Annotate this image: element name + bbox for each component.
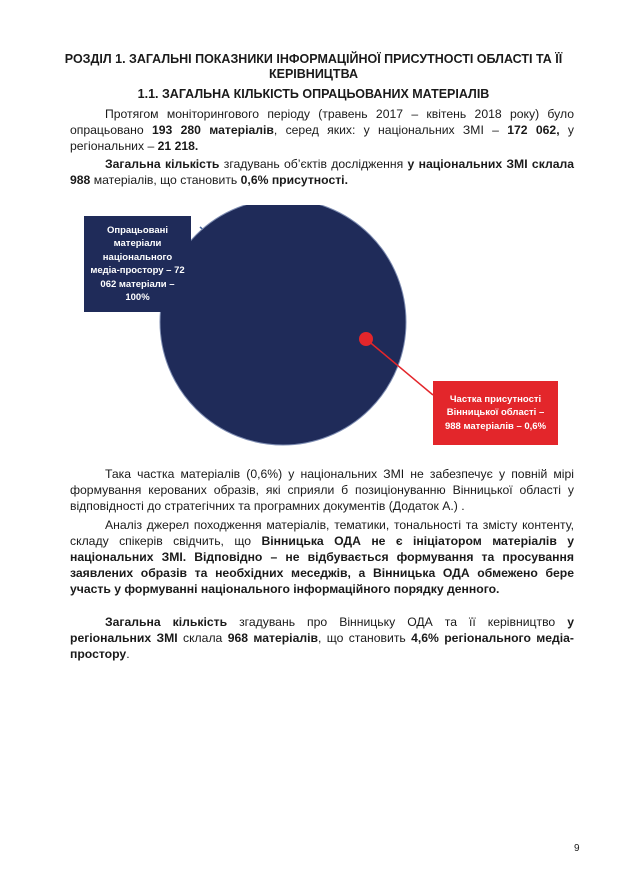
text-run: Протягом моніторингового періоду (травень 2017 – квітень 2018 року) було опрацьовано [70, 107, 574, 137]
text-run: . [126, 647, 130, 661]
paragraph-processed-total [70, 106, 574, 154]
pie-label-region: Частка присутності Вінницької області – 988 матеріалів – 0,6% [433, 381, 558, 445]
bold-run: Загальна кількість [105, 615, 228, 629]
bold-run: 4,6% регіонального медіа-простору [70, 631, 574, 661]
pie-label-national: Опрацьовані матеріали національного медіа-простору – 72 062 матеріали – 100% [84, 216, 191, 312]
paragraph-sources-analysis [70, 517, 574, 597]
paragraph-regional-mentions [70, 614, 574, 662]
bold-run: 0,6% присутності. [240, 173, 348, 187]
bold-run: у національних ЗМІ склала 988 [70, 157, 574, 187]
text-run: Така частка матеріалів (0,6%) у національних ЗМІ не забезпечує у повній мірі формування керованих образів, які сприяли б позиціонуванню Вінницької області у відповідності до стратегічних та програмних документів (Додаток А.) . [70, 467, 574, 513]
subsection-title: 1.1. ЗАГАЛЬНА КІЛЬКІСТЬ ОПРАЦЬОВАНИХ МАТЕРІАЛІВ [137, 87, 490, 101]
paragraph-national-mentions [70, 156, 574, 188]
paragraph-share-analysis [70, 466, 574, 514]
text-run: Аналіз джерел походження матеріалів, тематики, тональності та змісту контенту, складу спікерів свідчить, що [70, 518, 574, 548]
text-run: згадувань про Вінницьку ОДА та її керівництво [227, 615, 568, 629]
bold-run: Вінницька ОДА не є ініціатором матеріалів у національних ЗМІ. Відповідно – не відбувається формування та просування заявлених образів та необхідних меседжів, а Вінницька ОДА обмежено бере участь у формуванні національного інформаційного порядку денного. [70, 534, 574, 596]
page-number: 9 [574, 843, 580, 854]
section-title: РОЗДІЛ 1. ЗАГАЛЬНІ ПОКАЗНИКИ ІНФОРМАЦІЙНОЇ ПРИСУТНОСТІ ОБЛАСТІ ТА ЇЇ КЕРІВНИЦТВА [64, 52, 563, 81]
pie-slice-national [160, 205, 406, 445]
text-run: матеріалів, що становить [90, 173, 241, 187]
text-run: у регіональних – [70, 123, 574, 153]
bold-run: 193 280 матеріалів [151, 123, 274, 137]
text-run: склала [177, 631, 228, 645]
bold-run: 172 062, [507, 123, 560, 137]
bold-run: 968 матеріалів [227, 631, 318, 645]
bold-run: у регіональних ЗМІ [70, 615, 574, 645]
text-run: , серед яких: у національних ЗМІ – [273, 123, 508, 137]
bold-run: 21 218. [157, 139, 199, 153]
bold-run: Загальна кількість [105, 157, 220, 171]
text-run: , що становить [317, 631, 412, 645]
text-run: згадувань об’єктів дослідження [219, 157, 408, 171]
